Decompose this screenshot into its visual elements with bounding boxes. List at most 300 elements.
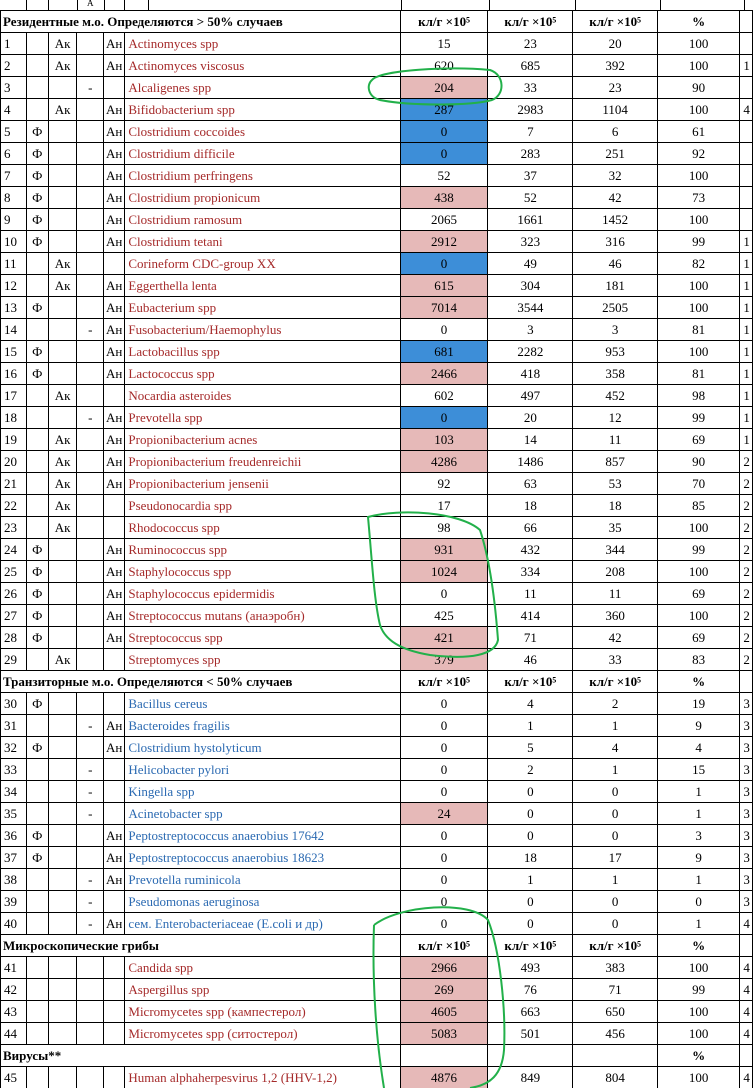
value-norm-mean: 0 bbox=[573, 781, 657, 803]
value-norm-mean: 20 bbox=[573, 33, 657, 55]
facultative-flag bbox=[26, 319, 48, 341]
aerobic-flag bbox=[48, 363, 77, 385]
value-sample: 0 bbox=[400, 583, 487, 605]
aerobic-flag: Ак bbox=[48, 473, 77, 495]
row-number: 23 bbox=[1, 517, 27, 539]
facultative-flag: Ф bbox=[26, 539, 48, 561]
anaerobic-flag: Ан bbox=[104, 451, 125, 473]
value-norm-max: 18 bbox=[488, 847, 573, 869]
facultative-flag bbox=[26, 77, 48, 99]
aerobic-flag bbox=[48, 77, 77, 99]
value-norm-max: 49 bbox=[488, 253, 573, 275]
value-sample: 0 bbox=[400, 891, 487, 913]
facultative-flag: Ф bbox=[26, 143, 48, 165]
value-sample: 931 bbox=[400, 539, 487, 561]
dash-flag bbox=[77, 649, 104, 671]
edge-cell bbox=[740, 165, 753, 187]
anaerobic-flag: Ан bbox=[104, 473, 125, 495]
table-row bbox=[1, 583, 753, 605]
value-percent: 3 bbox=[657, 825, 740, 847]
value-norm-max: 0 bbox=[488, 781, 573, 803]
facultative-flag: Ф bbox=[26, 187, 48, 209]
column-header: кл/г ×10⁵ bbox=[488, 671, 573, 693]
dash-flag: - bbox=[77, 781, 104, 803]
row-number: 7 bbox=[1, 165, 27, 187]
row-number: 25 bbox=[1, 561, 27, 583]
value-norm-mean: 857 bbox=[573, 451, 657, 473]
value-sample: 0 bbox=[400, 869, 487, 891]
edge-cell: 3 bbox=[740, 825, 753, 847]
table-row bbox=[1, 715, 753, 737]
aerobic-flag bbox=[48, 847, 77, 869]
facultative-flag bbox=[26, 385, 48, 407]
value-norm-max: 46 bbox=[488, 649, 573, 671]
value-sample: 98 bbox=[400, 517, 487, 539]
value-percent: 100 bbox=[657, 297, 740, 319]
aerobic-flag: Ак bbox=[48, 385, 77, 407]
value-percent: 83 bbox=[657, 649, 740, 671]
aerobic-flag bbox=[48, 759, 77, 781]
value-norm-max: 497 bbox=[488, 385, 573, 407]
organism-name: Propionibacterium acnes bbox=[125, 429, 401, 451]
anaerobic-flag bbox=[104, 253, 125, 275]
column-header: кл/г ×10⁵ bbox=[488, 935, 573, 957]
value-norm-max: 52 bbox=[488, 187, 573, 209]
table-row bbox=[1, 297, 753, 319]
edge-cell: 4 bbox=[740, 99, 753, 121]
value-percent: 99 bbox=[657, 979, 740, 1001]
value-norm-max: 63 bbox=[488, 473, 573, 495]
value-percent: 15 bbox=[657, 759, 740, 781]
table-row bbox=[1, 979, 753, 1001]
table-row bbox=[1, 693, 753, 715]
table-row bbox=[1, 451, 753, 473]
table-row bbox=[1, 627, 753, 649]
value-sample: 0 bbox=[400, 693, 487, 715]
value-sample: 379 bbox=[400, 649, 487, 671]
organism-name: Nocardia asteroides bbox=[125, 385, 401, 407]
value-norm-mean: 360 bbox=[573, 605, 657, 627]
value-norm-mean: 953 bbox=[573, 341, 657, 363]
column-header: кл/г ×10⁵ bbox=[573, 11, 657, 33]
value-sample: 681 bbox=[400, 341, 487, 363]
edge-cell: 3 bbox=[740, 759, 753, 781]
value-norm-max: 23 bbox=[488, 33, 573, 55]
organism-name: Bacillus cereus bbox=[125, 693, 401, 715]
table-row bbox=[1, 561, 753, 583]
edge-cell: 4 bbox=[740, 979, 753, 1001]
value-percent: 100 bbox=[657, 1067, 740, 1088]
value-norm-mean: 344 bbox=[573, 539, 657, 561]
value-sample: 15 bbox=[400, 33, 487, 55]
organism-name: Micromycetes spp (ситостерол) bbox=[125, 1023, 401, 1045]
anaerobic-flag: Ан bbox=[104, 869, 125, 891]
row-number: 27 bbox=[1, 605, 27, 627]
edge-cell: 2 bbox=[740, 539, 753, 561]
organism-name: Prevotella spp bbox=[125, 407, 401, 429]
value-norm-max: 323 bbox=[488, 231, 573, 253]
anaerobic-flag bbox=[104, 781, 125, 803]
edge-cell: 2 bbox=[740, 627, 753, 649]
organism-name: Clostridium hystolyticum bbox=[125, 737, 401, 759]
value-norm-max: 1 bbox=[488, 715, 573, 737]
value-norm-mean: 1 bbox=[573, 869, 657, 891]
anaerobic-flag bbox=[104, 517, 125, 539]
aerobic-flag bbox=[48, 715, 77, 737]
aerobic-flag bbox=[48, 627, 77, 649]
edge-cell: 1 bbox=[740, 363, 753, 385]
facultative-flag bbox=[26, 803, 48, 825]
facultative-flag bbox=[26, 891, 48, 913]
value-sample: 52 bbox=[400, 165, 487, 187]
row-number: 43 bbox=[1, 1001, 27, 1023]
value-norm-max: 418 bbox=[488, 363, 573, 385]
facultative-flag bbox=[26, 451, 48, 473]
value-sample: 24 bbox=[400, 803, 487, 825]
value-norm-max: 0 bbox=[488, 825, 573, 847]
facultative-flag bbox=[26, 275, 48, 297]
edge-cell: 1 bbox=[740, 429, 753, 451]
facultative-flag: Ф bbox=[26, 825, 48, 847]
value-sample: 425 bbox=[400, 605, 487, 627]
organism-name: Ruminococcus spp bbox=[125, 539, 401, 561]
value-sample: 0 bbox=[400, 143, 487, 165]
aerobic-flag bbox=[48, 825, 77, 847]
row-number: 5 bbox=[1, 121, 27, 143]
anaerobic-flag: Ан bbox=[104, 121, 125, 143]
edge-cell: 2 bbox=[740, 561, 753, 583]
table-row bbox=[1, 231, 753, 253]
value-sample: 0 bbox=[400, 319, 487, 341]
row-number: 29 bbox=[1, 649, 27, 671]
value-norm-mean: 2505 bbox=[573, 297, 657, 319]
dash-flag: - bbox=[77, 407, 104, 429]
anaerobic-flag: Ан bbox=[104, 583, 125, 605]
dash-flag bbox=[77, 143, 104, 165]
row-number: 17 bbox=[1, 385, 27, 407]
microflora-table bbox=[0, 10, 753, 1088]
dash-flag: - bbox=[77, 759, 104, 781]
organism-name: Lactobacillus spp bbox=[125, 341, 401, 363]
facultative-flag: Ф bbox=[26, 231, 48, 253]
value-sample: 92 bbox=[400, 473, 487, 495]
aerobic-flag bbox=[48, 561, 77, 583]
anaerobic-flag bbox=[104, 803, 125, 825]
organism-name: Alcaligenes spp bbox=[125, 77, 401, 99]
table-row bbox=[1, 209, 753, 231]
edge-cell: 1 bbox=[740, 407, 753, 429]
organism-name: Clostridium perfringens bbox=[125, 165, 401, 187]
value-percent: 19 bbox=[657, 693, 740, 715]
value-norm-mean: 1452 bbox=[573, 209, 657, 231]
value-norm-mean: 0 bbox=[573, 913, 657, 935]
dash-flag bbox=[77, 231, 104, 253]
value-norm-max: 37 bbox=[488, 165, 573, 187]
aerobic-flag bbox=[48, 803, 77, 825]
aerobic-flag: Ак bbox=[48, 495, 77, 517]
organism-name: Fusobacterium/Haemophylus bbox=[125, 319, 401, 341]
value-norm-mean: 17 bbox=[573, 847, 657, 869]
value-sample: 421 bbox=[400, 627, 487, 649]
value-norm-mean: 0 bbox=[573, 891, 657, 913]
aerobic-flag bbox=[48, 583, 77, 605]
edge-cell: 4 bbox=[740, 1023, 753, 1045]
value-norm-max: 334 bbox=[488, 561, 573, 583]
column-header: кл/г ×10⁵ bbox=[400, 671, 487, 693]
table-row bbox=[1, 187, 753, 209]
facultative-flag: Ф bbox=[26, 605, 48, 627]
column-header: кл/г ×10⁵ bbox=[400, 11, 487, 33]
facultative-flag: Ф bbox=[26, 209, 48, 231]
row-number: 45 bbox=[1, 1067, 27, 1088]
organism-name: Clostridium coccoides bbox=[125, 121, 401, 143]
value-percent: 99 bbox=[657, 407, 740, 429]
dash-flag bbox=[77, 627, 104, 649]
value-norm-mean: 804 bbox=[573, 1067, 657, 1088]
anaerobic-flag bbox=[104, 77, 125, 99]
facultative-flag bbox=[26, 957, 48, 979]
value-norm-mean: 42 bbox=[573, 627, 657, 649]
anaerobic-flag bbox=[104, 385, 125, 407]
table-row bbox=[1, 55, 753, 77]
dash-flag bbox=[77, 825, 104, 847]
dash-flag bbox=[77, 429, 104, 451]
value-norm-mean: 251 bbox=[573, 143, 657, 165]
section-header bbox=[1, 935, 753, 957]
aerobic-flag: Ак bbox=[48, 451, 77, 473]
value-norm-max: 18 bbox=[488, 495, 573, 517]
table-row bbox=[1, 1067, 753, 1088]
aerobic-flag bbox=[48, 781, 77, 803]
dash-flag bbox=[77, 451, 104, 473]
table-row bbox=[1, 1023, 753, 1045]
section-title: Резидентные м.о. Определяются > 50% случаев bbox=[1, 11, 401, 33]
aerobic-flag bbox=[48, 341, 77, 363]
anaerobic-flag: Ан bbox=[104, 561, 125, 583]
value-norm-max: 0 bbox=[488, 913, 573, 935]
dash-flag bbox=[77, 517, 104, 539]
table-row bbox=[1, 1001, 753, 1023]
dash-flag bbox=[77, 33, 104, 55]
section-header bbox=[1, 11, 753, 33]
anaerobic-flag: Ан bbox=[104, 33, 125, 55]
row-number: 8 bbox=[1, 187, 27, 209]
aerobic-flag bbox=[48, 539, 77, 561]
value-sample: 2912 bbox=[400, 231, 487, 253]
table-row bbox=[1, 363, 753, 385]
column-header: % bbox=[657, 671, 740, 693]
value-norm-max: 304 bbox=[488, 275, 573, 297]
facultative-flag bbox=[26, 759, 48, 781]
facultative-flag bbox=[26, 99, 48, 121]
dash-flag bbox=[77, 275, 104, 297]
aerobic-flag bbox=[48, 231, 77, 253]
anaerobic-flag bbox=[104, 759, 125, 781]
value-percent: 90 bbox=[657, 451, 740, 473]
value-norm-max: 493 bbox=[488, 957, 573, 979]
value-norm-mean: 358 bbox=[573, 363, 657, 385]
table-row bbox=[1, 77, 753, 99]
value-norm-mean: 1 bbox=[573, 759, 657, 781]
dash-flag bbox=[77, 165, 104, 187]
row-number: 20 bbox=[1, 451, 27, 473]
anaerobic-flag: Ан bbox=[104, 363, 125, 385]
edge-cell: 1 bbox=[740, 297, 753, 319]
edge-cell: 4 bbox=[740, 957, 753, 979]
anaerobic-flag: Ан bbox=[104, 341, 125, 363]
value-percent: 99 bbox=[657, 231, 740, 253]
edge-cell bbox=[740, 187, 753, 209]
facultative-flag bbox=[26, 429, 48, 451]
row-number: 21 bbox=[1, 473, 27, 495]
aerobic-flag bbox=[48, 605, 77, 627]
value-sample: 0 bbox=[400, 253, 487, 275]
value-norm-mean: 42 bbox=[573, 187, 657, 209]
table-row bbox=[1, 341, 753, 363]
facultative-flag: Ф bbox=[26, 693, 48, 715]
aerobic-flag bbox=[48, 121, 77, 143]
organism-name: Propionibacterium jensenii bbox=[125, 473, 401, 495]
value-sample: 0 bbox=[400, 407, 487, 429]
dash-flag bbox=[77, 209, 104, 231]
value-norm-mean: 0 bbox=[573, 803, 657, 825]
edge-cell bbox=[740, 121, 753, 143]
organism-name: Acinetobacter spp bbox=[125, 803, 401, 825]
anaerobic-flag: Ан bbox=[104, 165, 125, 187]
edge-cell: 4 bbox=[740, 1001, 753, 1023]
value-percent: 0 bbox=[657, 891, 740, 913]
value-percent: 90 bbox=[657, 77, 740, 99]
row-number: 6 bbox=[1, 143, 27, 165]
row-number: 30 bbox=[1, 693, 27, 715]
value-norm-max: 5 bbox=[488, 737, 573, 759]
value-percent: 100 bbox=[657, 605, 740, 627]
anaerobic-flag: Ан bbox=[104, 605, 125, 627]
value-norm-mean: 18 bbox=[573, 495, 657, 517]
value-sample: 0 bbox=[400, 913, 487, 935]
value-sample: 269 bbox=[400, 979, 487, 1001]
value-norm-max: 14 bbox=[488, 429, 573, 451]
edge-cell: 2 bbox=[740, 495, 753, 517]
row-number: 3 bbox=[1, 77, 27, 99]
value-percent: 92 bbox=[657, 143, 740, 165]
edge-cell: 2 bbox=[740, 649, 753, 671]
organism-name: Actinomyces spp bbox=[125, 33, 401, 55]
table-row bbox=[1, 539, 753, 561]
organism-name: Bifidobacterium spp bbox=[125, 99, 401, 121]
anaerobic-flag bbox=[104, 1023, 125, 1045]
value-norm-mean: 392 bbox=[573, 55, 657, 77]
value-sample: 2466 bbox=[400, 363, 487, 385]
value-percent: 4 bbox=[657, 737, 740, 759]
dash-flag bbox=[77, 253, 104, 275]
facultative-flag: Ф bbox=[26, 583, 48, 605]
anaerobic-flag bbox=[104, 979, 125, 1001]
facultative-flag bbox=[26, 1023, 48, 1045]
row-number: 22 bbox=[1, 495, 27, 517]
anaerobic-flag: Ан bbox=[104, 187, 125, 209]
column-header bbox=[488, 1045, 573, 1067]
edge-cell: 3 bbox=[740, 891, 753, 913]
edge-cell bbox=[740, 935, 753, 957]
table-row bbox=[1, 121, 753, 143]
row-number: 42 bbox=[1, 979, 27, 1001]
table-row bbox=[1, 517, 753, 539]
aerobic-flag: Ак bbox=[48, 517, 77, 539]
dash-flag bbox=[77, 297, 104, 319]
anaerobic-flag: Ан bbox=[104, 231, 125, 253]
value-norm-mean: 53 bbox=[573, 473, 657, 495]
organism-name: Clostridium difficile bbox=[125, 143, 401, 165]
value-norm-max: 4 bbox=[488, 693, 573, 715]
table-row bbox=[1, 165, 753, 187]
dash-flag bbox=[77, 495, 104, 517]
value-norm-mean: 11 bbox=[573, 583, 657, 605]
value-norm-max: 1 bbox=[488, 869, 573, 891]
anaerobic-flag bbox=[104, 693, 125, 715]
aerobic-flag bbox=[48, 979, 77, 1001]
facultative-flag bbox=[26, 517, 48, 539]
edge-cell: 2 bbox=[740, 451, 753, 473]
dash-flag: - bbox=[77, 803, 104, 825]
table-row bbox=[1, 253, 753, 275]
facultative-flag bbox=[26, 55, 48, 77]
organism-name: Aspergillus spp bbox=[125, 979, 401, 1001]
row-number: 32 bbox=[1, 737, 27, 759]
anaerobic-flag: Ан bbox=[104, 297, 125, 319]
table-row bbox=[1, 869, 753, 891]
value-norm-max: 414 bbox=[488, 605, 573, 627]
anaerobic-flag: Ан bbox=[104, 539, 125, 561]
edge-cell: 1 bbox=[740, 231, 753, 253]
value-percent: 100 bbox=[657, 561, 740, 583]
value-percent: 100 bbox=[657, 209, 740, 231]
value-sample: 0 bbox=[400, 121, 487, 143]
organism-name: Streptomyces spp bbox=[125, 649, 401, 671]
facultative-flag bbox=[26, 253, 48, 275]
value-percent: 100 bbox=[657, 1001, 740, 1023]
organism-name: Streptococcus spp bbox=[125, 627, 401, 649]
dash-flag bbox=[77, 539, 104, 561]
edge-cell: 2 bbox=[740, 517, 753, 539]
value-norm-max: 0 bbox=[488, 891, 573, 913]
table-row bbox=[1, 737, 753, 759]
value-norm-max: 1486 bbox=[488, 451, 573, 473]
facultative-flag bbox=[26, 979, 48, 1001]
dash-flag: - bbox=[77, 891, 104, 913]
section-title: Микроскопические грибы bbox=[1, 935, 401, 957]
edge-cell: 3 bbox=[740, 803, 753, 825]
edge-cell: 1 bbox=[740, 319, 753, 341]
edge-cell bbox=[740, 671, 753, 693]
value-norm-max: 20 bbox=[488, 407, 573, 429]
anaerobic-flag: Ан bbox=[104, 847, 125, 869]
anaerobic-flag: Ан bbox=[104, 209, 125, 231]
section-title: Вирусы** bbox=[1, 1045, 401, 1067]
value-sample: 615 bbox=[400, 275, 487, 297]
row-number: 37 bbox=[1, 847, 27, 869]
value-norm-max: 76 bbox=[488, 979, 573, 1001]
anaerobic-flag: Ан bbox=[104, 429, 125, 451]
aerobic-flag bbox=[48, 407, 77, 429]
value-percent: 61 bbox=[657, 121, 740, 143]
value-norm-mean: 456 bbox=[573, 1023, 657, 1045]
table-row bbox=[1, 957, 753, 979]
value-sample: 17 bbox=[400, 495, 487, 517]
aerobic-flag bbox=[48, 297, 77, 319]
row-number: 26 bbox=[1, 583, 27, 605]
organism-name: Kingella spp bbox=[125, 781, 401, 803]
